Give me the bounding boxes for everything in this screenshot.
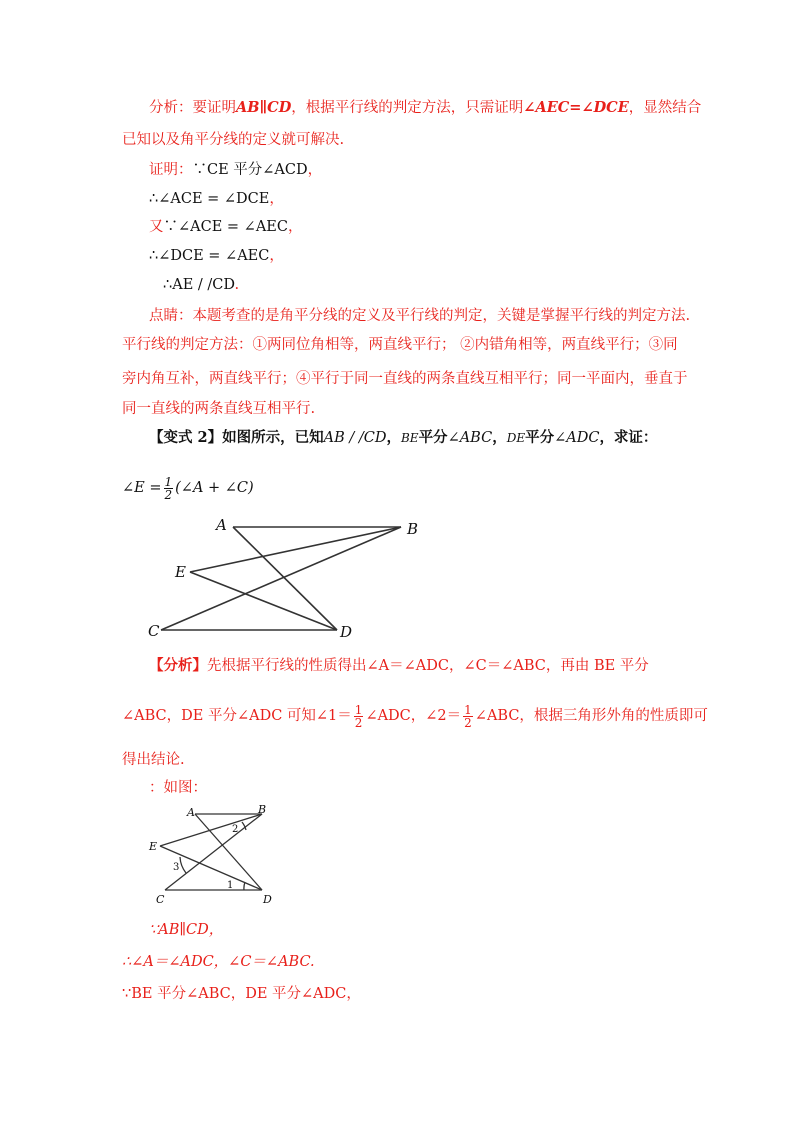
solution-step-3: ∵BE 平分∠ABC，DE 平分∠ADC， [122,986,361,1002]
line-ad-2 [195,814,262,890]
line-bc-2 [165,814,262,890]
label-b: B [407,520,419,538]
comment-line-1: 点睛：本题考查的是角平分线的定义及平行线的判定，关键是掌握平行线的判定方法. [149,308,691,324]
variant-punct: ， [386,429,401,446]
variant-adc: ∠ADC [554,430,600,446]
analysis2-line-3: 得出结论. [122,752,185,768]
variant-bisect: 平分 [525,429,555,446]
solution-step-1: ∵AB∥CD， [149,922,224,938]
label-c: C [148,622,160,640]
label-e-2: E [149,840,158,853]
label-d-2: D [263,893,272,906]
comment-line-2: 平行线的判定方法：①两同位角相等，两直线平行； ②内错角相等，两直线平行；③同 [122,337,678,353]
analysis2-text: ∠ABC，根据三角形外角的性质即可 [474,708,708,724]
proof-punct: ， [269,191,284,207]
analysis-angle-eq: ∠AEC=∠DCE [523,99,629,116]
variant-prefix: 【变式 2】如图所示，已知 [149,429,324,446]
proof-punct: . [234,277,240,293]
proof-step: ∵CE 平分∠ACD [192,162,308,178]
eq-num: 1 [164,474,173,489]
variant-bisect: 平分 [418,429,448,446]
frac-den: 2 [464,715,472,730]
eq-right: (∠A + ∠C) [175,480,254,496]
proof-step: ∴∠ACE = ∠DCE [149,191,270,207]
proof-step: ∴AE / /CD [163,277,235,293]
line-ad [233,527,337,630]
frac-num: 1 [354,702,363,717]
figure-2-lines [160,814,262,890]
analysis-text: ，根据平行线的判定方法，只需证明 [291,100,524,116]
angle-arc-3 [180,857,186,873]
variant-de: DE [506,431,526,445]
label-a-2: A [187,806,195,819]
solution-intro: ：如图： [149,780,207,796]
label-e: E [175,563,186,581]
variant-punct: ， [492,429,507,446]
comment-line-4: 同一直线的两条直线互相平行. [122,401,316,417]
fraction-half [354,704,364,729]
proof-punct: ， [269,248,284,264]
proof-label: 证明： [149,162,193,178]
label-b-2: B [258,803,267,816]
line-be-2 [160,814,262,846]
analysis-text: 分析：要证明 [149,100,236,116]
analysis2-text: ∠ABC，DE 平分∠ADC 可知∠1＝ [122,708,352,724]
figure-1-lines [161,527,401,630]
analysis-ab-cd: AB∥CD [236,99,292,116]
proof-punct: ， [287,219,303,235]
label-d: D [340,623,353,641]
label-c-2: C [156,893,165,906]
analysis-line-2: 已知以及角平分线的定义就可解决. [122,132,345,148]
analysis2-line-2 [122,702,708,730]
variant-suffix: ，求证： [599,429,658,446]
analysis2-line-1 [149,656,649,676]
proof-punct: ， [307,162,323,178]
label-angle-3: 3 [173,862,180,873]
analysis2-text: 先根据平行线的性质得出∠A＝∠ADC，∠C＝∠ABC，再由 BE 平分 [207,658,649,674]
proof-step: ∵∠ACE = ∠AEC [163,219,288,235]
comment-line-3: 旁内角互补，两直线平行；④平行于同一直线的两条直线互相平行；同一平面内，垂直于 [122,371,688,387]
eq-left: ∠E = [122,480,162,496]
solution-step-2: ∴∠A＝∠ADC，∠C＝∠ABC. [122,954,315,970]
label-angle-1: 1 [227,880,234,891]
eq-den: 2 [164,487,173,502]
frac-num: 1 [464,702,472,717]
proof-label: 又 [149,219,164,235]
line-bc [161,527,401,630]
variant-abc: ∠ABC [447,430,493,446]
analysis2-tag: 【分析】 [149,657,207,674]
label-a: A [216,516,227,534]
analysis2-text: ∠ADC，∠2＝ [365,708,462,724]
variant-ab-cd: AB / /CD [323,430,387,446]
fraction-half [463,704,473,729]
angle-arc-1 [244,882,245,890]
line-ed [190,572,337,630]
analysis-text: ，显然结合 [628,100,702,116]
proof-step: ∴∠DCE = ∠AEC [149,248,270,264]
frac-den: 2 [354,715,363,730]
variant-be: BE [400,431,419,445]
label-angle-2: 2 [232,824,239,835]
